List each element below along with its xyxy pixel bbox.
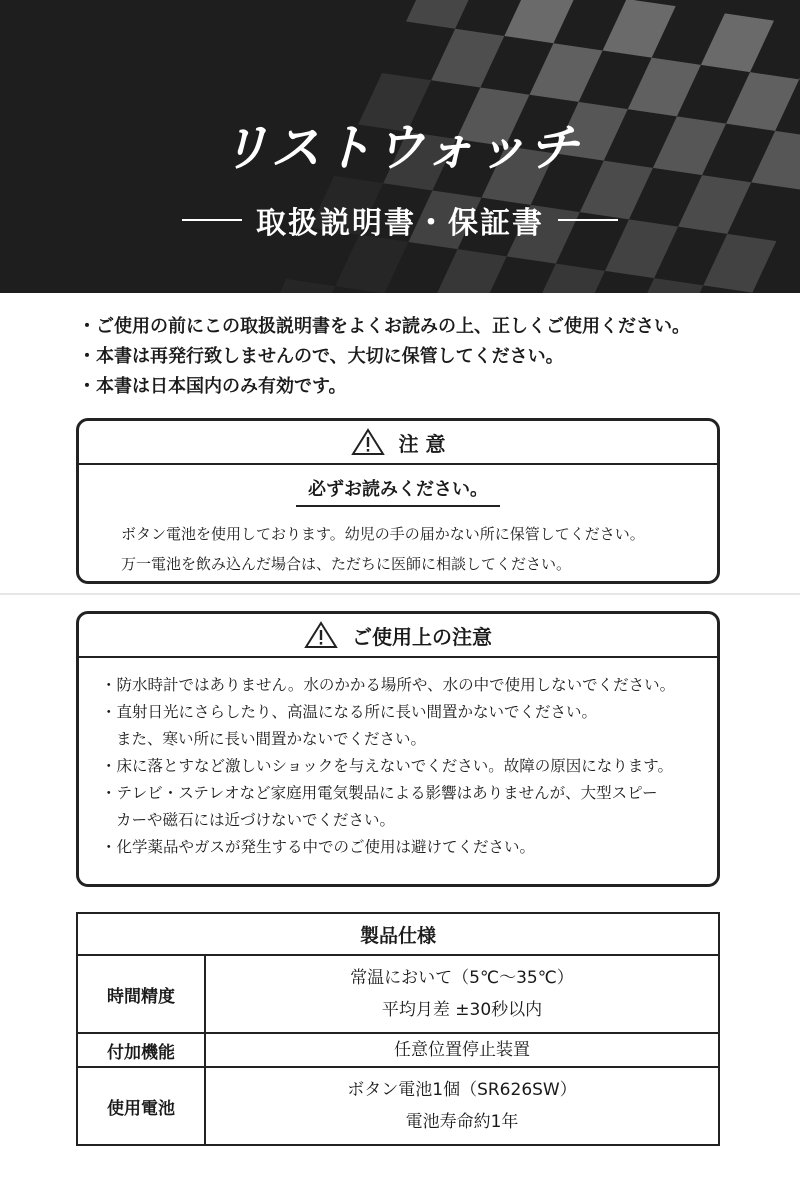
spec-label: 付加機能	[77, 1033, 205, 1067]
caution-line: 万一電池を飲み込んだ場合は、ただちに医師に相談してください。	[121, 555, 572, 573]
spec-value: ボタン電池1個（SR626SW） 電池寿命約1年	[205, 1067, 719, 1145]
intro-notes	[78, 312, 758, 402]
usage-caution-body	[79, 658, 717, 861]
intro-note: ・ご使用の前にこの取扱説明書をよくお読みの上、正しくご使用ください。	[78, 316, 690, 337]
must-read-label: 必ずお読みください。	[296, 473, 500, 507]
intro-note: ・本書は日本国内のみ有効です。	[78, 376, 347, 397]
caution-line: ボタン電池を使用しております。幼児の手の届かない所に保管してください。	[121, 525, 645, 543]
table-row	[77, 1033, 719, 1067]
spec-value: 任意位置停止装置	[205, 1033, 719, 1067]
subtitle-line-right	[558, 219, 618, 221]
page-subtitle: 取扱説明書・保証書	[256, 206, 544, 241]
spec-heading: 製品仕様	[77, 913, 719, 955]
paper-fold-line	[0, 593, 800, 595]
spec-label: 使用電池	[77, 1067, 205, 1145]
list-item: ・直射日光にさらしたり、高温になる所に長い間置かないでください。 また、寒い所に長い間置かないでください。	[101, 703, 598, 748]
usage-caution-heading: ご使用上の注意	[352, 624, 492, 649]
caution-body	[79, 507, 717, 579]
caution-box	[76, 418, 720, 584]
usage-caution-header	[79, 614, 717, 658]
table-row	[77, 1067, 719, 1145]
subtitle-line-left	[182, 219, 242, 221]
warning-icon	[351, 428, 385, 456]
caution-header	[79, 421, 717, 465]
spec-header-row	[77, 913, 719, 955]
table-row	[77, 955, 719, 1033]
list-item: ・化学薬品やガスが発生する中でのご使用は避けてください。	[101, 838, 536, 856]
list-item: ・床に落とすなど激しいショックを与えないでください。故障の原因になります。	[101, 757, 673, 775]
subtitle-row	[0, 200, 800, 240]
list-item: ・防水時計ではありません。水のかかる場所や、水の中で使用しないでください。	[101, 676, 676, 694]
list-item: ・テレビ・ステレオなど家庭用電気製品による影響はありませんが、大型スピー カーや磁石には近づけないでください。	[101, 784, 658, 829]
spec-value: 常温において（5℃～35℃） 平均月差 ±30秒以内	[205, 955, 719, 1033]
intro-note: ・本書は再発行致しませんので、大切に保管してください。	[78, 346, 564, 367]
page-title: リストウォッチ	[219, 119, 581, 177]
spec-label: 時間精度	[77, 955, 205, 1033]
spec-table	[76, 912, 720, 1146]
header-banner	[0, 0, 800, 293]
warning-icon	[304, 621, 338, 649]
caution-heading: 注 意	[398, 431, 446, 456]
usage-caution-box	[76, 611, 720, 887]
